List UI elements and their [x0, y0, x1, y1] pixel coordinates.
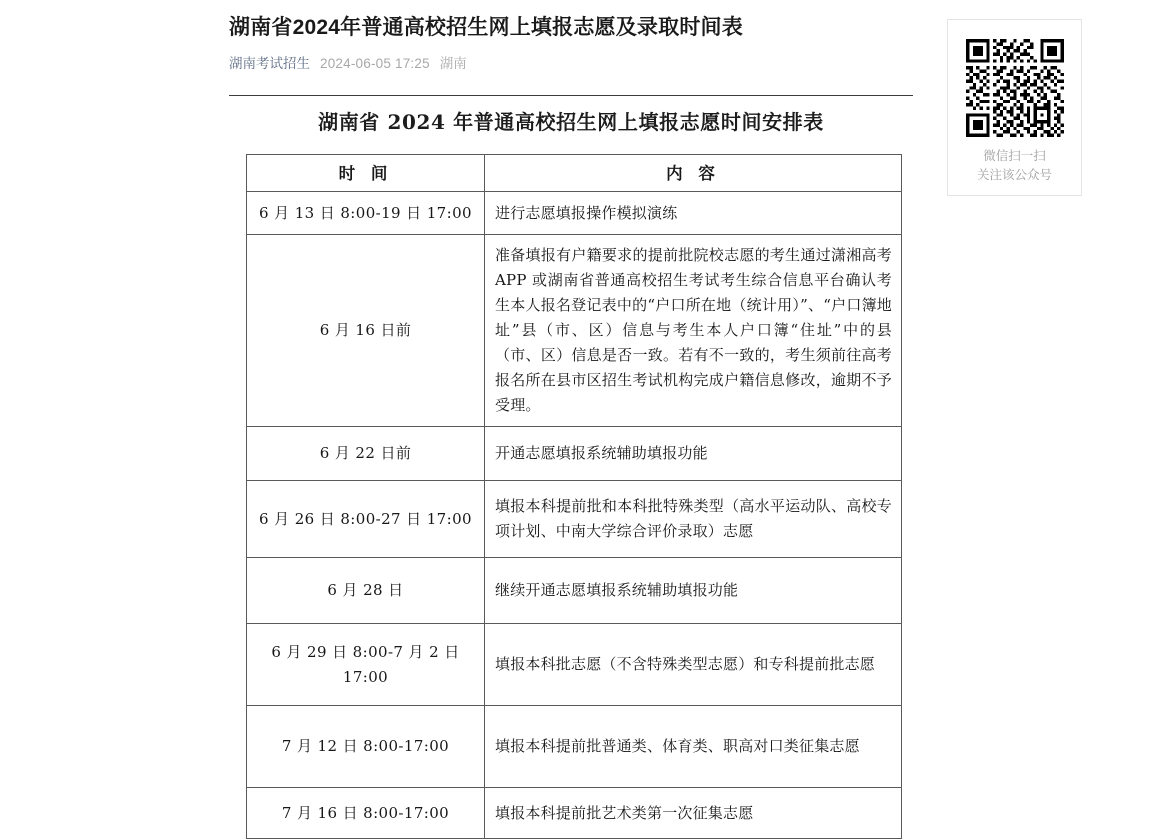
wechat-qr-panel	[947, 19, 1082, 196]
schedule-table-block	[229, 108, 913, 839]
cell-time: 6 月 28 日	[247, 558, 485, 624]
column-header-content: 内 容	[485, 155, 902, 192]
header-divider	[229, 95, 913, 96]
cell-content: 填报本科提前批普通类、体育类、职高对口类征集志愿	[485, 706, 902, 788]
cell-content: 开通志愿填报系统辅助填报功能	[485, 427, 902, 481]
cell-time: 6 月 16 日前	[247, 235, 485, 427]
table-row	[247, 427, 902, 481]
table-header-row	[247, 155, 902, 192]
cell-content: 填报本科提前批艺术类第一次征集志愿	[485, 788, 902, 839]
table-row	[247, 788, 902, 839]
byline-location: 湖南	[439, 56, 467, 71]
table-row	[247, 706, 902, 788]
page-title: 湖南省2024年普通高校招生网上填报志愿及录取时间表	[229, 16, 743, 39]
cell-content: 填报本科提前批和本科批特殊类型（高水平运动队、高校专项计划、中南大学综合评价录取）志愿	[485, 481, 902, 558]
byline	[229, 55, 919, 73]
table-row	[247, 192, 902, 235]
cell-time: 6 月 26 日 8:00-27 日 17:00	[247, 481, 485, 558]
cell-content: 进行志愿填报操作模拟演练	[485, 192, 902, 235]
byline-datetime: 2024-06-05 17:25	[320, 56, 430, 71]
cell-content: 填报本科批志愿（不含特殊类型志愿）和专科提前批志愿	[485, 624, 902, 706]
cell-content: 继续开通志愿填报系统辅助填报功能	[485, 558, 902, 624]
cell-time: 7 月 12 日 8:00-17:00	[247, 706, 485, 788]
article-container	[229, 0, 919, 822]
table-row	[247, 235, 902, 427]
qr-caption-line2: 关注该公众号	[976, 168, 1052, 182]
qr-caption	[948, 147, 1081, 185]
schedule-table	[246, 154, 902, 839]
table-title: 湖南省 2024 年普通高校招生网上填报志愿时间安排表	[318, 110, 824, 134]
cell-time: 6 月 29 日 8:00-7 月 2 日 17:00	[247, 624, 485, 706]
table-row	[247, 624, 902, 706]
table-row	[247, 558, 902, 624]
byline-account[interactable]: 湖南考试招生	[229, 56, 310, 71]
cell-content: 准备填报有户籍要求的提前批院校志愿的考生通过潇湘高考 APP 或湖南省普通高校招生考试考生综合信息平台确认考生本人报名登记表中的“户口所在地（统计用）”、“户口簿地址”县（市、区）信息与考生本人户口簿“住址”中的县（市、区）信息是否一致。若有不一致的，考生须前往高考报名所在县市区招生考试机构完成户籍信息修改，逾期不予受理。	[485, 235, 902, 427]
cell-time: 7 月 16 日 8:00-17:00	[247, 788, 485, 839]
qr-caption-line1: 微信扫一扫	[983, 149, 1046, 163]
table-row	[247, 481, 902, 558]
column-header-time: 时 间	[247, 155, 485, 192]
cell-time: 6 月 13 日 8:00-19 日 17:00	[247, 192, 485, 235]
cell-time: 6 月 22 日前	[247, 427, 485, 481]
qr-code-icon[interactable]	[966, 39, 1064, 137]
